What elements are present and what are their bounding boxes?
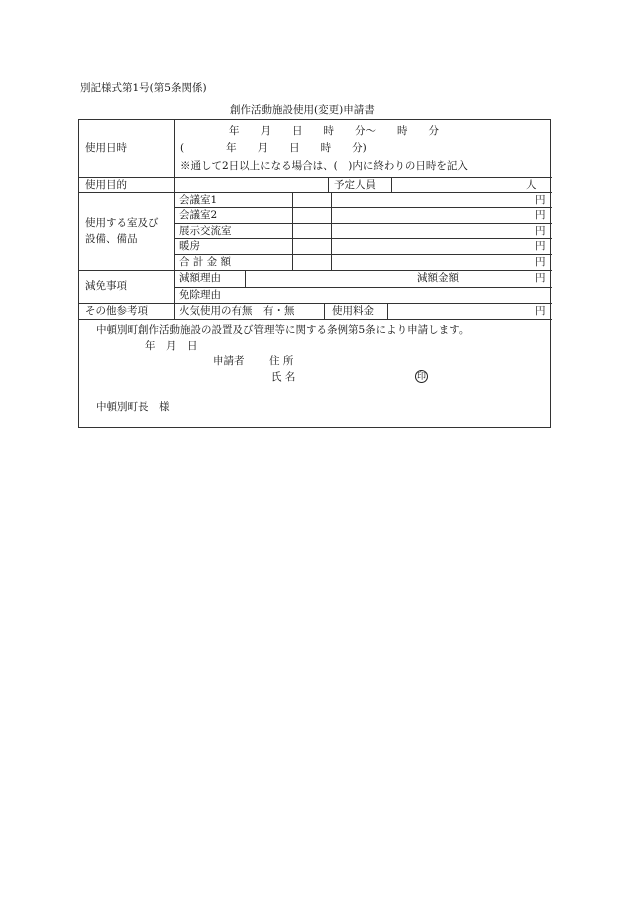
people-unit: 人 [526, 179, 537, 191]
addressee: 中頓別町長 様 [96, 401, 170, 413]
rooms-label-line1: 使用する室及び [85, 217, 159, 229]
yen-unit: 円 [535, 225, 546, 237]
rooms-label-line2: 設備、備品 [85, 233, 138, 245]
reduction-reason-label: 減額理由 [179, 272, 221, 284]
declaration-date: 年 月 日 [145, 340, 198, 352]
yen-unit: 円 [535, 240, 546, 252]
expected-people-label: 予定人員 [334, 179, 376, 191]
form-reference: 別記様式第1号(第5条関係) [80, 82, 207, 94]
yen-unit: 円 [535, 209, 546, 221]
other-reference-label: その他参考項 [85, 305, 148, 317]
fire-use-field: 火気使用の有無 有・無 [179, 305, 295, 317]
exemption-reason-label: 免除理由 [179, 289, 221, 301]
address-label: 住 所 [269, 355, 294, 367]
reduction-amount-label: 減額金額 [417, 272, 459, 284]
room-item: 会議室2 [179, 209, 218, 221]
usage-datetime-row1: 年 月 日 時 分〜 時 分 [229, 125, 439, 137]
usage-fee-label: 使用料金 [332, 305, 374, 317]
usage-datetime-note: ※通して2日以上になる場合は、( )内に終わりの日時を記入 [180, 160, 468, 172]
application-form [78, 119, 551, 428]
yen-unit: 円 [535, 256, 546, 268]
name-label: 氏 名 [271, 371, 296, 383]
room-item: 暖房 [179, 240, 200, 252]
total-amount-label: 合 計 金 額 [179, 256, 232, 268]
seal-mark: 印 [416, 372, 426, 382]
usage-datetime-label: 使用日時 [85, 142, 127, 154]
yen-unit: 円 [535, 272, 546, 284]
applicant-label: 申請者 [213, 355, 245, 367]
yen-unit: 円 [535, 305, 546, 317]
room-item: 展示交流室 [179, 225, 232, 237]
room-item: 会議室1 [179, 194, 218, 206]
usage-datetime-row2: ( 年 月 日 時 分) [180, 142, 367, 154]
yen-unit: 円 [535, 194, 546, 206]
declaration-text: 中頓別町創作活動施設の設置及び管理等に関する条例第5条により申請します。 [96, 324, 470, 336]
purpose-label: 使用目的 [85, 179, 127, 191]
form-title: 創作活動施設使用(変更)申請書 [230, 104, 375, 116]
exemption-label: 減免事項 [85, 280, 127, 292]
